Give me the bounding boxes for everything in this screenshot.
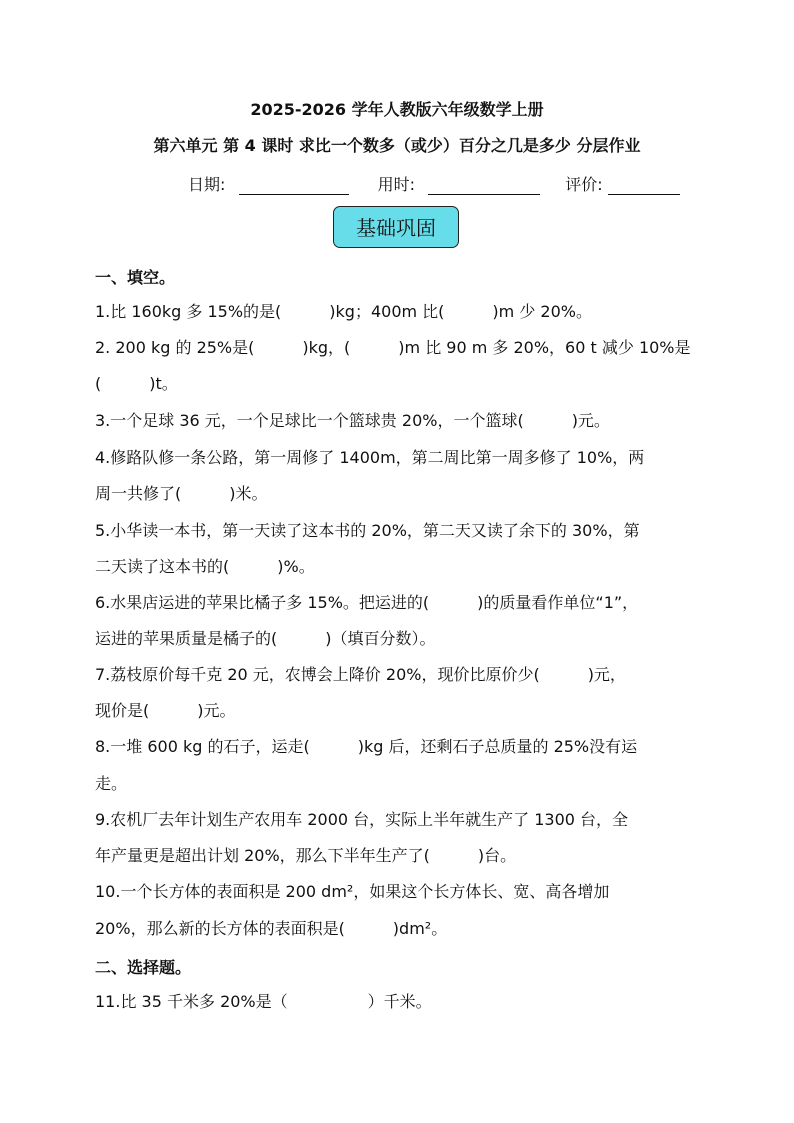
question-10-line-1: 10.一个长方体的表面积是 200 dm²，如果这个长方体长、宽、高各增加 [95,882,610,901]
worksheet-title: 2025-2026 学年人教版六年级数学上册 [250,100,544,119]
date-label: 日期: [188,175,226,194]
question-6-line-1: 6.水果店运进的苹果比橘子多 15%。把运进的( )的质量看作单位“1”， [95,593,639,612]
section-badge: 基础巩固 [333,206,459,248]
section-heading-choice: 二、选择题。 [95,958,192,977]
eval-blank [608,179,680,195]
question-5-line-1: 5.小华读一本书，第一天读了这本书的 20%，第二天又读了余下的 30%，第 [95,521,640,540]
question-7-line-2: 现价是( )元。 [95,701,236,720]
question-8-line-2: 走。 [95,774,128,793]
question-11: 11.比 35 千米多 20%是（ ）千米。 [95,992,432,1011]
lesson-subtitle: 第六单元 第 4 课时 求比一个数多（或少）百分之几是多少 分层作业 [153,136,641,155]
question-2-line-2: ( )t。 [95,374,178,393]
meta-row [188,172,680,195]
question-8-line-1: 8.一堆 600 kg 的石子，运走( )kg 后，还剩石子总质量的 25%没有运 [95,737,638,756]
section-heading-fill-in: 一、填空。 [95,268,176,287]
time-blank [428,179,540,195]
question-9-line-2: 年产量更是超出计划 20%，那么下半年生产了( )台。 [95,846,517,865]
question-3: 3.一个足球 36 元，一个足球比一个篮球贵 20%，一个篮球( )元。 [95,411,610,430]
question-7-line-1: 7.荔枝原价每千克 20 元，农博会上降价 20%，现价比原价少( )元， [95,665,626,684]
question-1: 1.比 160kg 多 15%的是( )kg；400m 比( )m 少 20%。 [95,302,592,321]
question-2-line-1: 2. 200 kg 的 25%是( )kg，( )m 比 90 m 多 20%，60 t 减少 10%是 [95,338,691,357]
question-4-line-2: 周一共修了( )米。 [95,484,268,503]
question-9-line-1: 9.农机厂去年计划生产农用车 2000 台，实际上半年就生产了 1300 台，全 [95,810,629,829]
question-10-line-2: 20%，那么新的长方体的表面积是( )dm²。 [95,919,448,938]
date-blank [239,179,349,195]
eval-label: 评价: [565,175,603,194]
question-6-line-2: 运进的苹果质量是橘子的( )（填百分数）。 [95,629,436,648]
time-label: 用时: [377,175,415,194]
question-5-line-2: 二天读了这本书的( )%。 [95,557,315,576]
question-4-line-1: 4.修路队修一条公路，第一周修了 1400m，第二周比第一周多修了 10%，两 [95,448,645,467]
